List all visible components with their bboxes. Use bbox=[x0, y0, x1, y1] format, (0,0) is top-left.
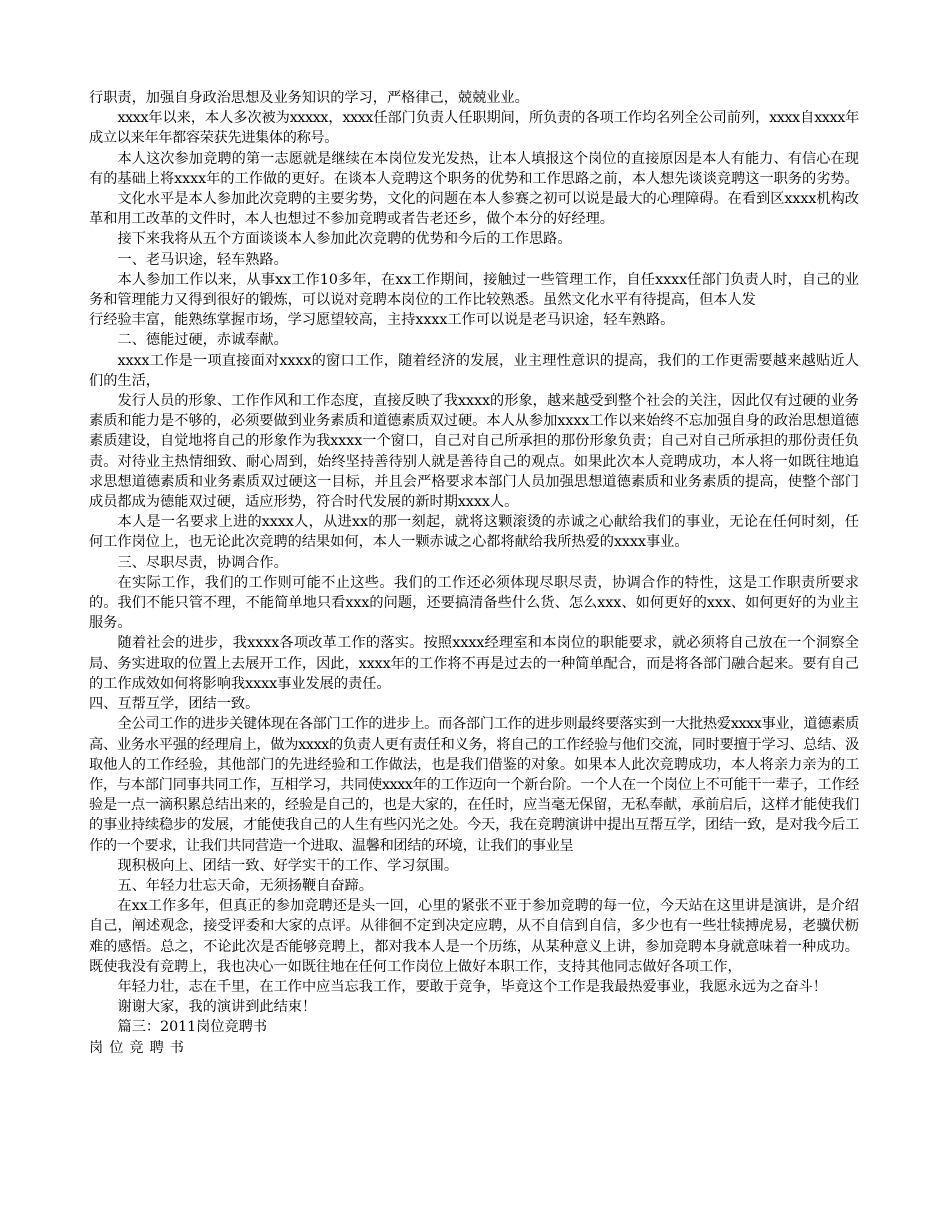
paragraph-11: 发行人员的形象、工作作风和工作态度，直接反映了我xxxx的形象，越来越受到整个社会的关注，因此仅有过硬的业务素质和能力是不够的，必须要做到业务素质和道德素质双过硬。本人从参加xxxx工作以来始终不忘加强自身的政治思想道德素质建设，自觉地将自己的形象作为我xxxx一个窗口，自己对自己所承担的那份形象负责；自己对自己所承担的那份责任负责。对待业主热情细致、耐心周到，始终坚持善待别人就是善待自己的观点。如果此次本人竞聘成功，本人将一如既往地追求思想道德素质和业务素质双过硬这一目标，并且会严格要求本部门人员加强思想道德素质和业务素质的提高，使整个部门成员都成为德能双过硬，适应形势，符合时代发展的新时期xxxx人。 bbox=[89, 393, 859, 511]
paragraph-5: 接下来我将从五个方面谈谈本人参加此次竞聘的优势和今后的工作思路。 bbox=[117, 231, 572, 248]
section-heading-4: 四、互帮互学，团结一致。 bbox=[89, 696, 260, 713]
paragraph-10: xxxx工作是一项直接面对xxxx的窗口工作，随着经济的发展，业主理性意识的提高，我们的工作更需要越来越贴近人们的生活， bbox=[89, 352, 859, 389]
part-three-heading: 篇三：2011岗位竞聘书 bbox=[117, 1019, 268, 1036]
section-heading-3: 三、尽职尽责，协调合作。 bbox=[117, 554, 288, 571]
paragraph-18: 现积极向上、团结一致、好学实干的工作、学习氛围。 bbox=[117, 857, 459, 874]
closing-line: 谢谢大家，我的演讲到此结束！ bbox=[117, 999, 317, 1016]
document-body bbox=[89, 88, 859, 1058]
paragraph-15: 随着社会的进步，我xxxx各项改革工作的落实。按照xxxx经理室和本岗位的职能要求，就必须将自己放在一个洞察全局、务实进取的位置上去展开工作，因此，xxxx年的工作将不再是过去的一种简单配合，而是将各部门融合起来。要有自己的工作成效如何将影响我xxxx事业发展的责任。 bbox=[89, 635, 859, 692]
paragraph-14: 在实际工作，我们的工作则可能不止这些。我们的工作还必须体现尽职尽责，协调合作的特性，这是工作职责所要求的。我们不能只管不理，不能简单地只看xxx的问题，还要搞清备些什么货、怎么xxx、如何更好的xxx、如何更好的为业主服务。 bbox=[89, 574, 859, 632]
section-heading-1: 一、老马识途，轻车熟路。 bbox=[117, 251, 288, 268]
paragraph-3: 本人这次参加竞聘的第一志愿就是继续在本岗位发光发热，让本人填报这个岗位的直接原因是本人有能力、有信心在现有的基础上将xxxx年的工作做的更好。在谈本人竞聘这个职务的优势和工作思路之前，本人想先谈谈竞聘这一职务的劣势。 bbox=[89, 150, 859, 187]
paragraph-4: 文化水平是本人参加此次竞聘的主要劣势，文化的问题在本人参赛之初可以说是最大的心理障碍。在看到区xxxx机构改革和用工改革的文件时，本人也想过不参加竞聘或者告老还乡，做个本分的好经理。 bbox=[89, 191, 859, 228]
paragraph-8: 行经验丰富，能熟练掌握市场，学习愿望较高，主持xxxx工作可以说是老马识途，轻车熟路。 bbox=[89, 312, 675, 329]
paragraph-21: 年轻力壮，志在千里，在工作中应当忘我工作，要敢于竞争，毕竟这个工作是我最热爱事业，我愿永远为之奋斗！ bbox=[117, 978, 827, 995]
paragraph-2: xxxx年以来，本人多次被为xxxxx，xxxx任部门负责人任职期间，所负责的各项工作均名列全公司前列，xxxx自xxxx年成立以来年年都容荣获先进集体的称号。 bbox=[89, 110, 859, 147]
paragraph-17: 全公司工作的进步关键体现在各部门工作的进步上。而各部门工作的进步则最终要落实到一大批热爱xxxx事业，道德素质高、业务水平强的经理肩上，做为xxxx的负责人更有责任和义务，将自己的工作经验与他们交流，同时要擅于学习、总结、汲取他人的工作经验，其他部门的先进经验和工作做法，也是我们借鉴的对象。如果本人此次竞聘成功，本人将亲力亲为的工作，与本部门同事共同工作，互相学习，共同使xxxx年的工作迈向一个新台阶。一个人在一个岗位上不可能干一辈子，工作经验是一点一滴积累总结出来的，经验是自己的，也是大家的，在任时，应当毫无保留，无私奉献，承前启后，这样才能使我们的事业持续稳步的发展，才能使我自己的人生有些闪光之处。今天，我在竞聘演讲中提出互帮互学，团结一致，是对我今后工作的一个要求，让我们共同营造一个进取、温馨和团结的环境，让我们的事业呈 bbox=[89, 716, 859, 854]
paragraph-7: 本人参加工作以来，从事xx工作10多年，在xx工作期间，接触过一些管理工作，自任xxxx任部门负责人时，自己的业务和管理能力又得到很好的锻炼，可以说对竞聘本岗位的工作比较熟悉。虽然文化水平有待提高，但本人发 bbox=[89, 271, 859, 309]
document-title: 岗位竞聘书 bbox=[89, 1039, 190, 1056]
section-heading-5: 五、年轻力壮忘天命，无须扬鞭自奋蹄。 bbox=[117, 877, 373, 894]
paragraph-1: 行职责，加强自身政治思想及业务知识的学习，严格律己，兢兢业业。 bbox=[89, 90, 529, 106]
paragraph-20: 在xx工作多年，但真正的参加竞聘还是头一回，心里的紧张不亚于参加竞聘的每一位，今天站在这里讲是演讲，是介绍自己，阐述观念，接受评委和大家的点评。从徘徊不定到决定应聘，从不自信到自信，多少也有一些壮犊搏虎易，老骥伏枥难的感悟。总之，不论此次是否能够竞聘上，都对我本人是一个历练，从某种意义上讲，参加竞聘本身就意味着一种成功。既使我没有竞聘上，我也决心一如既往地在任何工作岗位上做好本职工作，支持其他同志做好各项工作， bbox=[89, 898, 859, 975]
paragraph-12: 本人是一名要求上进的xxxx人，从进xx的那一刻起，就将这颗滚烫的赤诚之心献给我们的事业，无论在任何时刻，任何工作岗位上，也无论此次竞聘的结果如何，本人一颗赤诚之心都将献给我所热爱的xxxx事业。 bbox=[89, 514, 859, 551]
section-heading-2: 二、德能过硬，赤诚奉献。 bbox=[117, 332, 288, 349]
